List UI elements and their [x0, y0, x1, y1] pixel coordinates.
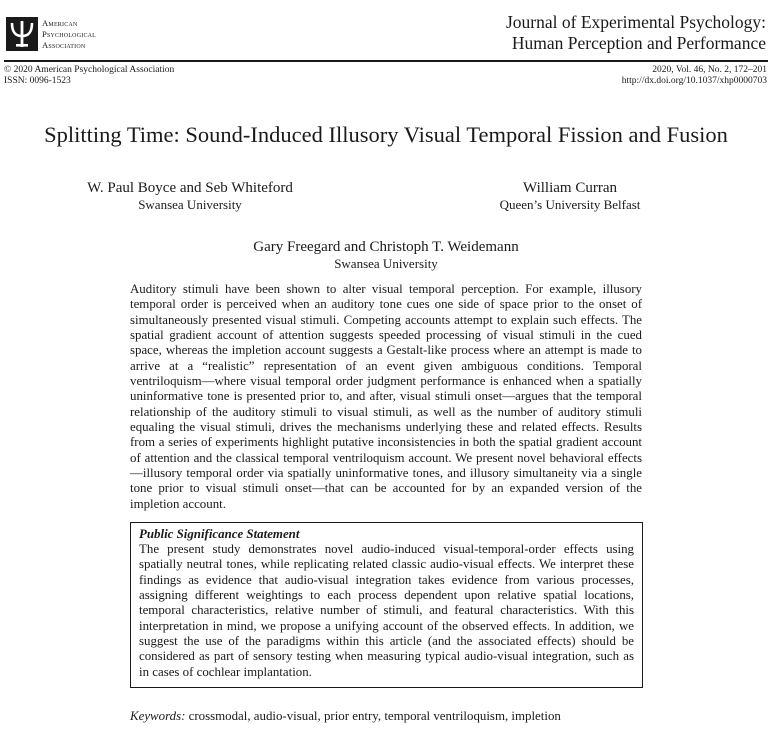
publisher-name	[42, 18, 96, 51]
statement-body: The present study demonstrates novel audio-induced visual-temporal-order effects using spatially neutral tones, while replicating related classic audio-visual effects. We interpret these findings as evidence that audio-visual integration takes evidence from various processes, assigning different weightings to each process dependent upon relative spatial locations, temporal characteristics, relative number of stimuli, and featural characteristics. With this interpretation in mind, we propose a unifying account of the observed effects. In addition, we suggest the use of the paradigms within this article (and the associated effects) should be considered as part of sensory testing when measuring typical audio-visual integration, such as in cases of cochlear implantation.	[139, 542, 634, 679]
author-names: Gary Freegard and Christoph T. Weidemann	[253, 239, 519, 255]
keywords-label: Keywords:	[130, 709, 186, 723]
publisher-line: Association	[42, 40, 86, 50]
author-affiliation: Swansea University	[138, 197, 242, 212]
copyright-block	[4, 65, 174, 86]
volume-info: 2020, Vol. 46, No. 2, 172–201	[652, 65, 767, 75]
public-significance-statement	[130, 522, 643, 688]
abstract: Auditory stimuli have been shown to alter visual temporal perception. For example, illusory temporal order is perceived when an auditory tone cues one side of space prior to the onset of simultaneously presented visual stimuli. Competing accounts attempt to explain such effects. The spatial gradient account of attention suggests speeded processing of visual stimuli in the cued space, whereas the impletion account suggests a Gestalt-like process where an attempt is made to arrive at a “realistic” representation of an event given ambiguous conditions. Temporal ventriloquism—where visual temporal order judgment performance is enhanced when a spatially uninformative tone is presented prior to, and after, visual stimuli onset—argues that the temporal relationship of the auditory stimuli to visual stimuli, as well as the number of auditory stimuli equaling the visual stimuli, drives the mechanisms underlying these and related effects. Results from a series of experiments highlight putative inconsistencies in both the spatial gradient account of attention and the classical temporal ventriloquism account. We present novel behavioral effects—illusory temporal order via spatially uninformative tones, and illusory simultaneity via a single tone prior to visual stimuli onset—that can be accounted for by an expanded version of the impletion account.	[130, 282, 642, 511]
publisher-line: American	[42, 18, 78, 28]
issn: ISSN: 0096-1523	[4, 75, 71, 86]
header-rule	[4, 60, 768, 62]
publisher-line: Psychological	[42, 29, 97, 39]
author-group-1	[60, 180, 320, 212]
author-group-2	[470, 180, 670, 212]
doi-link[interactable]: http://dx.doi.org/10.1037/xhp0000703	[621, 75, 767, 86]
journal-title	[506, 12, 766, 54]
keywords-list: crossmodal, audio-visual, prior entry, temporal ventriloquism, impletion	[188, 709, 561, 723]
author-affiliation: Queen’s University Belfast	[499, 197, 641, 212]
psi-logo-icon	[6, 17, 38, 51]
statement-heading: Public Significance Statement	[139, 527, 300, 541]
author-affiliation: Swansea University	[334, 256, 438, 271]
copyright: © 2020 American Psychological Association	[4, 65, 175, 75]
journal-title-line: Human Perception and Performance	[511, 33, 766, 53]
keywords	[130, 709, 561, 724]
apa-logo	[6, 17, 114, 53]
author-group-3	[186, 239, 586, 271]
article-title: Splitting Time: Sound-Induced Illusory Visual Temporal Fission and Fusion	[44, 122, 728, 147]
journal-title-line: Journal of Experimental Psychology:	[505, 12, 766, 32]
author-names: W. Paul Boyce and Seb Whiteford	[87, 180, 293, 196]
citation-block	[622, 65, 767, 86]
author-names: William Curran	[523, 180, 617, 196]
